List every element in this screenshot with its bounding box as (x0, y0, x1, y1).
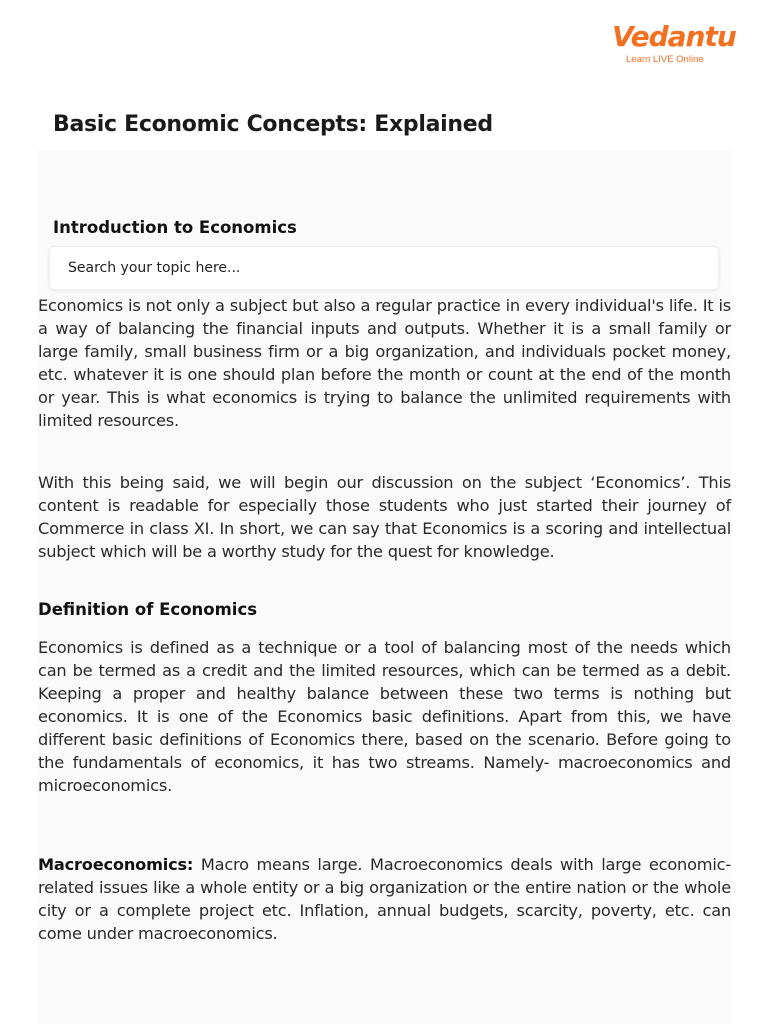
vedantu-logo[interactable] (612, 20, 736, 72)
definition-paragraph: Economics is defined as a technique or a tool of balancing most of the needs which can be termed as a credit and the limited resources, which can be termed as a debit. Keeping a proper and healthy balance between these two terms is nothing but economics. It is one of the Economics basic definitions. Apart from this, we have different basic definitions of Economics there, based on the scenario. Before going to the fundamentals of economics, it has two streams. Namely- macroeconomics and microeconomics. (38, 638, 731, 795)
macroeconomics-label: Macroeconomics: (38, 855, 194, 874)
intro-paragraph-1: Economics is not only a subject but also a regular practice in every individual's life. It is a way of balancing the financial inputs and outputs. Whether it is a small family or large family, small business firm or a big organization, and individuals pocket money, etc. whatever it is one should plan before the month or count at the end of the month or year. This is what economics is trying to balance the unlimited requirements with limited resources. (38, 296, 731, 431)
intro-heading: Introduction to Economics (53, 218, 297, 237)
page-title: Basic Economic Concepts: Explained (53, 112, 493, 137)
search-input[interactable] (66, 259, 670, 277)
logo-wordmark: Vedantu (612, 20, 736, 53)
logo-tagline: Learn LIVE Online (626, 54, 704, 65)
search-bar[interactable] (49, 246, 719, 290)
macroeconomics-paragraph (38, 853, 731, 945)
macroeconomics-text: Macro means large. Macroeconomics deals with large economic-related issues like a whole entity or a big organization or the entire nation or the whole city or a complete project etc. Inflation, annual budgets, scarcity, poverty, etc. can come under macroeconomics. (38, 855, 731, 943)
definition-heading: Definition of Economics (38, 600, 258, 619)
intro-paragraph-2: With this being said, we will begin our discussion on the subject ‘Economics’. This content is readable for especially those students who just started their journey of Commerce in class XI. In short, we can say that Economics is a scoring and intellectual subject which will be a worthy study for the quest for knowledge. (38, 473, 731, 561)
